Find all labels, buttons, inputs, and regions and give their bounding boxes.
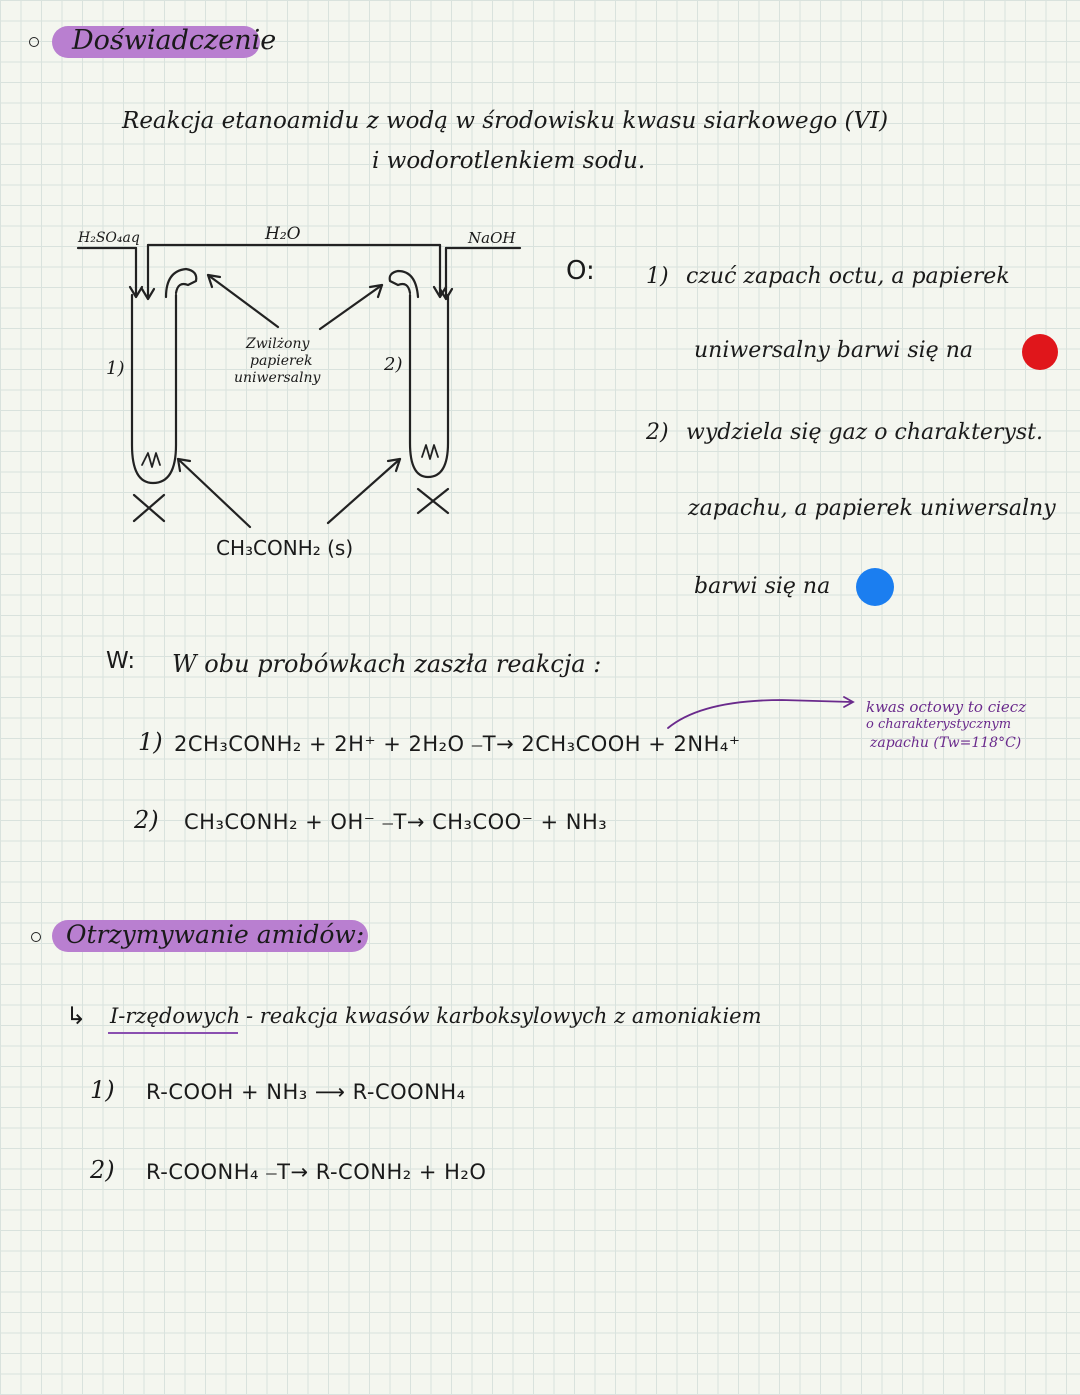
paper-label-line1: Zwilżony (246, 336, 310, 352)
note-line3: zapachu (Tw=118°C) (870, 735, 1022, 751)
tube2-number: 2) (384, 354, 403, 375)
observation-1-line2: uniwersalny barwi się na (694, 338, 973, 363)
observation-2-line2: zapachu, a papierek uniwersalny (688, 496, 1056, 521)
reaction-title-line2: i wodorotlenkiem sodu. (372, 148, 646, 174)
section-title-obtaining-amides: Otrzymywanie amidów: (66, 920, 365, 949)
label-h2so4: H₂SO₄aq (78, 230, 140, 246)
red-color-dot (1022, 334, 1058, 370)
step-1-equation: R-COOH + NH₃ ⟶ R-COONH₄ (146, 1080, 466, 1104)
note-line1: kwas octowy to ciecz (866, 698, 1027, 716)
subtype-underline (108, 1032, 238, 1034)
conclusion-marker: W: (106, 648, 136, 674)
bullet-dot-1 (29, 37, 39, 47)
paper-label-line2: papierek (250, 353, 313, 369)
method-description: - reakcja kwasów karboksylowych z amoniakiem (246, 1004, 762, 1028)
test-tube-1 (132, 295, 176, 483)
paper-strip-1 (166, 269, 196, 297)
subtype-label: I-rzędowych (110, 1004, 241, 1028)
heat-mark-1 (134, 495, 164, 521)
heat-mark-2 (418, 489, 448, 513)
observation-1-line1: czuć zapach octu, a papierek (686, 264, 1010, 289)
step-2-equation: R-COONH₄ ⎯T→ R-CONH₂ + H₂O (146, 1160, 487, 1184)
observation-2-line1: wydziela się gaz o charakteryst. (686, 420, 1043, 445)
note-pointer-arrow (662, 690, 862, 734)
step-1-number: 1) (90, 1076, 115, 1104)
conclusion-text: W obu probówkach zaszła reakcja : (172, 650, 602, 678)
observation-marker: O: (566, 256, 595, 286)
observation-2-number: 2) (646, 420, 669, 445)
section-title-experiment: Doświadczenie (72, 25, 277, 56)
note-line2: o charakterystycznym (866, 717, 1012, 732)
equation-1: 2CH₃CONH₂ + 2H⁺ + 2H₂O ⎯T→ 2CH₃COOH + 2NH₄⁺ (174, 732, 741, 756)
label-naoh: NaOH (468, 229, 516, 247)
step-2-number: 2) (90, 1156, 115, 1184)
reaction-title-line1: Reakcja etanoamidu z wodą w środowisku kwasu siarkowego (VI) (122, 108, 889, 134)
substance-label: CH₃CONH₂ (s) (216, 536, 354, 560)
bullet-dot-2 (31, 932, 41, 942)
observation-2-line3: barwi się na (694, 574, 831, 599)
experiment-diagram (70, 215, 550, 585)
paper-strip-2 (390, 271, 418, 297)
equation-2: CH₃CONH₂ + OH⁻ ⎯T→ CH₃COO⁻ + NH₃ (184, 810, 608, 834)
blue-color-dot (856, 568, 894, 606)
observation-1-number: 1) (646, 264, 669, 289)
equation-2-number: 2) (134, 806, 159, 834)
paper-label-line3: uniwersalny (234, 370, 321, 386)
tube1-number: 1) (106, 358, 125, 379)
label-h2o: H₂O (265, 224, 301, 244)
test-tube-2 (410, 295, 448, 477)
equation-1-number: 1) (138, 728, 163, 756)
subtype-arrow: ↳ (66, 1002, 87, 1030)
